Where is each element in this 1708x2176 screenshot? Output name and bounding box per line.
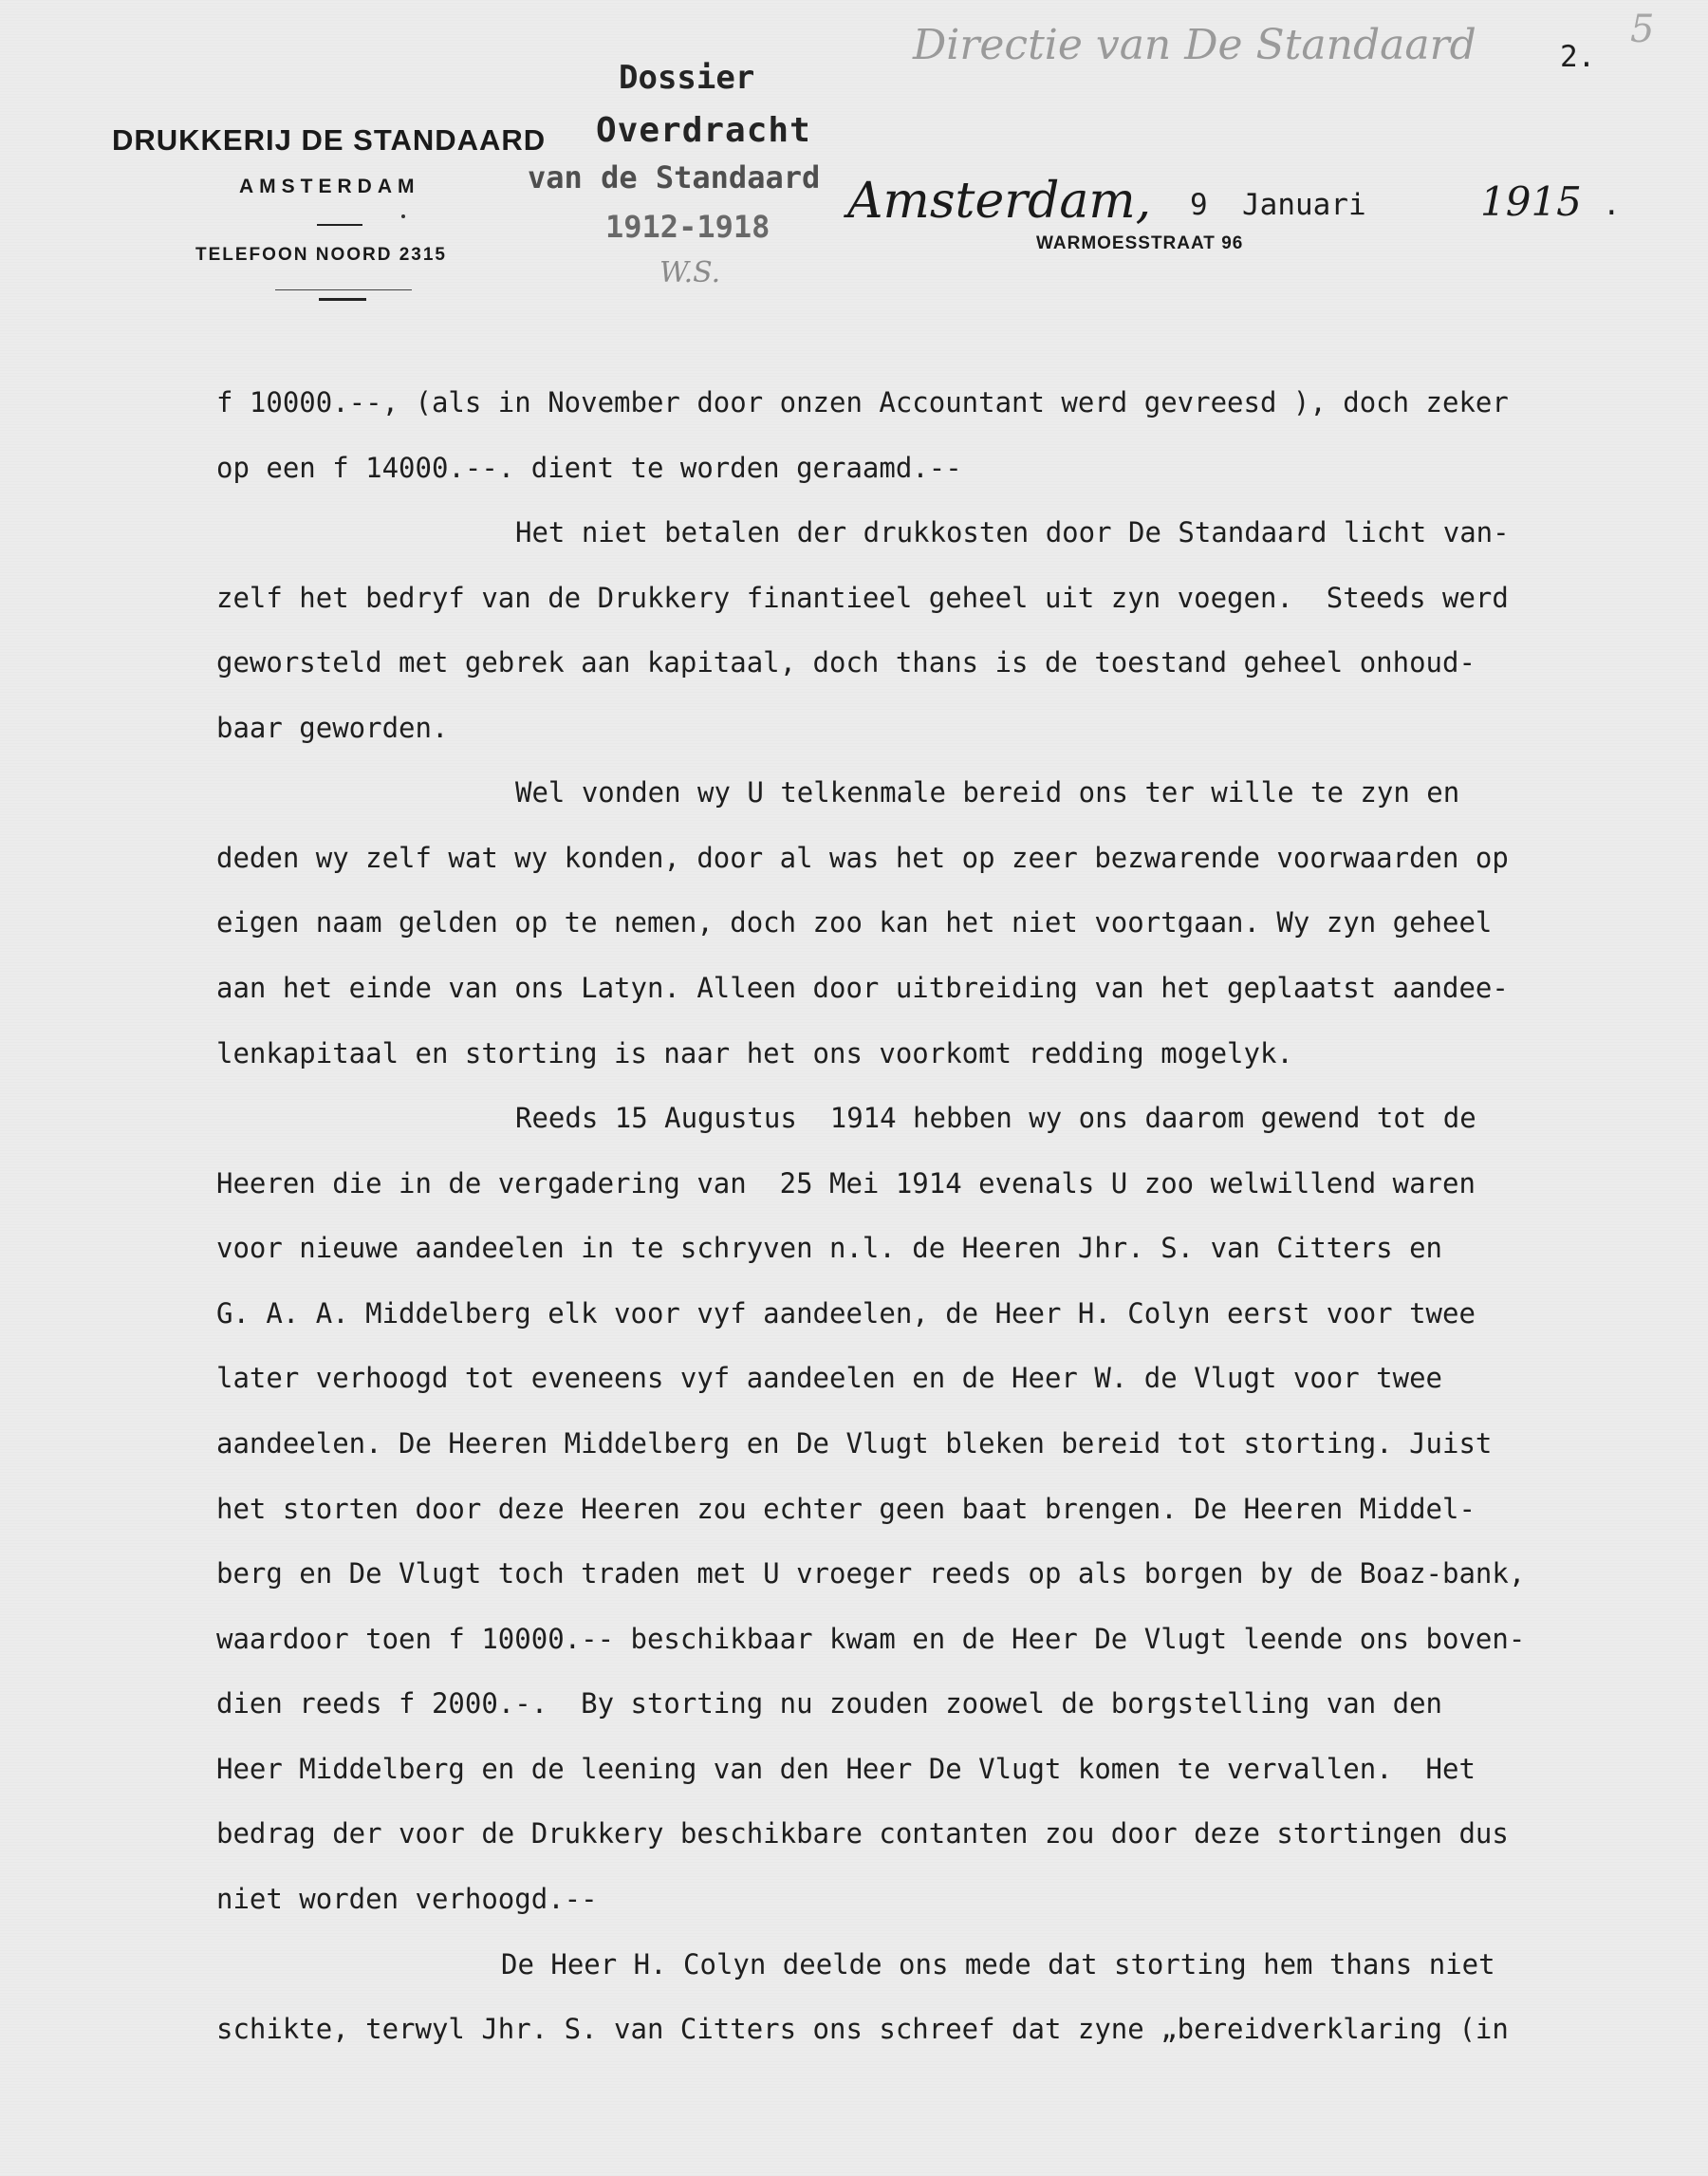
body-line: baar geworden. — [216, 712, 449, 744]
body-line: bedrag der voor de Drukkery beschikbare contanten zou door deze stortingen dus — [216, 1817, 1509, 1850]
body-line: zelf het bedryf van de Drukkery finantieel geheel uit zyn voegen. Steeds werd — [216, 582, 1509, 614]
body-line: Heeren die in de vergadering van 25 Mei 1914 evenals U zoo welwillend waren — [216, 1167, 1476, 1200]
letterhead-city: AMSTERDAM — [239, 176, 420, 197]
body-line: waardoor toen f 10000.-- beschikbaar kwam en de Heer De Vlugt leende ons boven- — [216, 1623, 1526, 1655]
body-line: dien reeds f 2000.-. By storting nu zouden zoowel de borgstelling van den — [216, 1687, 1443, 1720]
archive-stamp-line4: 1912-1918 — [605, 209, 770, 245]
body-line: deden wy zelf wat wy konden, door al was het op zeer bezwarende voorwaarden op — [216, 842, 1509, 874]
street-address: WARMOESSTRAAT 96 — [1036, 233, 1244, 253]
handwritten-note: Directie van De Standaard — [913, 21, 1476, 69]
body-line: berg en De Vlugt toch traden met U vroeger reeds op als borgen by de Boaz-bank, — [216, 1557, 1526, 1590]
body-line: f 10000.--, (als in November door onzen Accountant werd gevreesd ), doch zeker — [216, 386, 1509, 418]
archive-stamp-line2: Overdracht — [596, 111, 811, 150]
date-month: Januari — [1242, 188, 1366, 222]
archive-stamp-initials: W.S. — [659, 256, 721, 289]
body-line: schikte, terwyl Jhr. S. van Citters ons schreef dat zyne „bereidverklaring (in — [216, 2013, 1509, 2045]
body-line: voor nieuwe aandeelen in te schryven n.l. de Heeren Jhr. S. van Citters en — [216, 1232, 1443, 1264]
body-line: aandeelen. De Heeren Middelberg en De Vlugt bleken bereid tot storting. Juist — [216, 1427, 1493, 1460]
body-line: op een f 14000.--. dient te worden geraamd.-- — [216, 452, 962, 484]
letterhead-phone: TELEFOON NOORD 2315 — [195, 245, 447, 265]
body-line: Heer Middelberg en de leening van den Heer De Vlugt komen te vervallen. Het — [216, 1753, 1476, 1785]
body-line: Het niet betalen der drukkosten door De Standaard licht van- — [515, 516, 1510, 549]
letterhead-divider — [317, 224, 362, 226]
body-line: eigen naam gelden op te nemen, doch zoo kan het niet voortgaan. Wy zyn geheel — [216, 906, 1493, 939]
body-line: geworsteld met gebrek aan kapitaal, doch thans is de toestand geheel onhoud- — [216, 646, 1476, 679]
letterhead-rule-bold — [319, 298, 366, 301]
body-line: Wel vonden wy U telkenmale bereid ons ter wille te zyn en — [515, 776, 1460, 809]
place-city: Amsterdam, — [847, 173, 1152, 230]
body-line: Reeds 15 Augustus 1914 hebben wy ons daarom gewend tot de — [515, 1102, 1476, 1134]
date-trailing-dot: . — [1603, 188, 1621, 222]
body-line: niet worden verhoogd.-- — [216, 1883, 598, 1915]
date-day: 9 — [1190, 188, 1208, 222]
body-line: G. A. A. Middelberg elk voor vyf aandeelen, de Heer H. Colyn eerst voor twee — [216, 1297, 1476, 1330]
archive-stamp-line3: van de Standaard — [528, 159, 821, 195]
letterhead-rule — [275, 289, 412, 290]
body-line: het storten door deze Heeren zou echter geen baat brengen. De Heeren Middel- — [216, 1493, 1476, 1525]
body-line: aan het einde van ons Latyn. Alleen door uitbreiding van het geplaatst aandee- — [216, 972, 1509, 1004]
body-line: later verhoogd tot eveneens vyf aandeelen en de Heer W. de Vlugt voor twee — [216, 1362, 1443, 1394]
body-line: De Heer H. Colyn deelde ons mede dat storting hem thans niet — [501, 1948, 1495, 1981]
date-year: 1915 — [1480, 178, 1582, 225]
archive-number: 5 — [1630, 8, 1655, 51]
body-line: lenkapitaal en storting is naar het ons voorkomt redding mogelyk. — [216, 1037, 1293, 1069]
page-number: 2. — [1560, 40, 1596, 74]
letterhead-company: DRUKKERIJ DE STANDAARD — [112, 123, 547, 157]
letterhead-dot — [401, 214, 405, 218]
archive-stamp-line1: Dossier — [619, 59, 755, 97]
